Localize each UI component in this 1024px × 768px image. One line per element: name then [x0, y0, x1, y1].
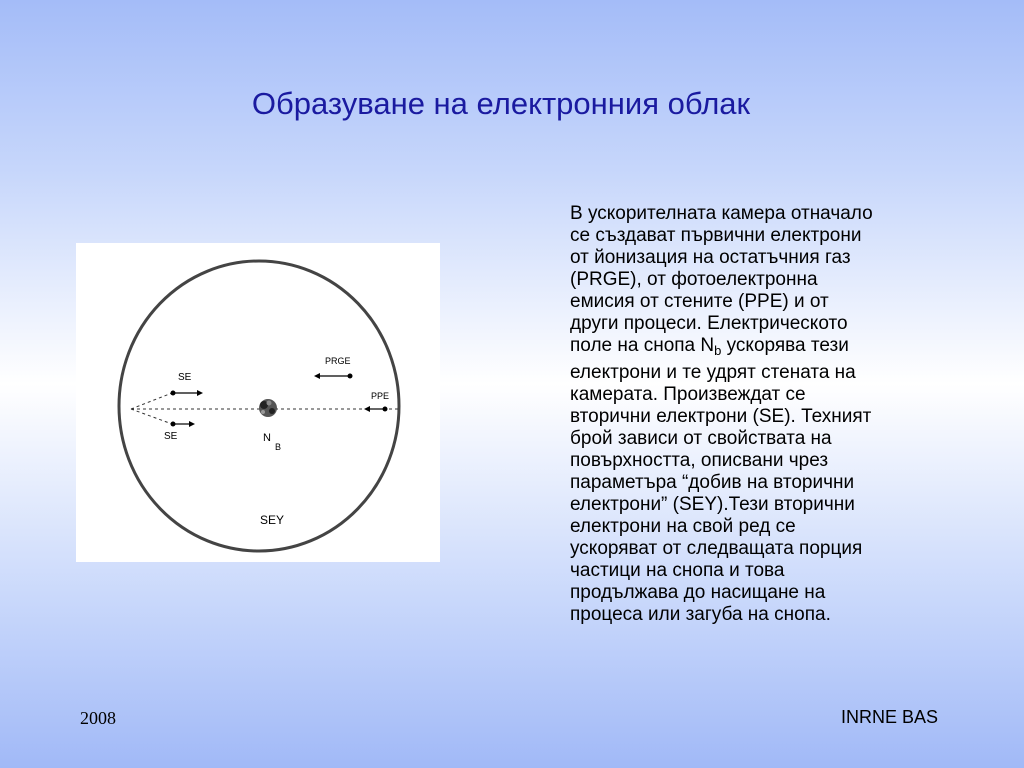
- se-emission-line-bottom: [131, 409, 172, 424]
- body-line: частици на снопа и това: [570, 560, 785, 581]
- label-ppe: PPE: [371, 391, 390, 401]
- body-line: електрони и те удрят стената на: [570, 362, 856, 383]
- se-bottom-electron-arrow: [171, 421, 196, 427]
- body-line-nb-head: поле на снопа N: [570, 335, 715, 356]
- body-line: други процеси. Електрическото: [570, 313, 848, 334]
- diagram-svg: [76, 243, 440, 562]
- prge-electron-arrow: [314, 373, 353, 379]
- ppe-electron-arrow: [364, 406, 388, 412]
- electron-cloud-diagram: [76, 243, 440, 562]
- body-line: камерата. Произвеждат се: [570, 384, 806, 405]
- body-line: вторични електрони (SE). Техният: [570, 406, 872, 427]
- body-line: електрони” (SEY).Тези вторични: [570, 494, 855, 515]
- body-line: В ускорителната камера отначало: [570, 203, 873, 224]
- label-sey: SEY: [260, 513, 285, 527]
- body-line: електрони на свой ред се: [570, 516, 796, 537]
- label-se-top: SE: [178, 372, 192, 383]
- body-line: ускоряват от следващата порция: [570, 538, 863, 559]
- body-line: от йонизация на остатъчния газ: [570, 247, 851, 268]
- body-line: брой зависи от свойствата на: [570, 428, 832, 449]
- body-line: параметъра “добив на вторични: [570, 472, 855, 493]
- beam-bunch: [259, 399, 277, 417]
- body-line: емисия от стените (PPE) и от: [570, 291, 829, 312]
- label-b: B: [275, 442, 282, 452]
- label-prge: PRGE: [325, 356, 351, 366]
- footer-year: 2008: [80, 708, 116, 728]
- nb-subscript: b: [714, 343, 722, 358]
- body-line: (PRGE), от фотоелектронна: [570, 269, 818, 290]
- se-top-electron-arrow: [171, 390, 204, 396]
- body-line: повърхността, описвани чрез: [570, 450, 829, 471]
- body-line: се създават първични електрони: [570, 225, 862, 246]
- se-emission-line-top: [131, 393, 172, 409]
- label-se-bottom: SE: [164, 431, 178, 442]
- slide-title: Образуване на електронния облак: [251, 86, 751, 121]
- slide-body-text: [570, 203, 950, 626]
- body-line-nb: [570, 335, 950, 362]
- footer-org: INRNE BAS: [840, 707, 938, 727]
- label-n: N: [263, 432, 271, 444]
- body-line: продължава до насищане на: [570, 582, 826, 603]
- chamber-wall: [119, 261, 399, 551]
- body-line: процеса или загуба на снопа.: [570, 604, 831, 625]
- body-line-nb-tail: ускорява тези: [721, 335, 849, 356]
